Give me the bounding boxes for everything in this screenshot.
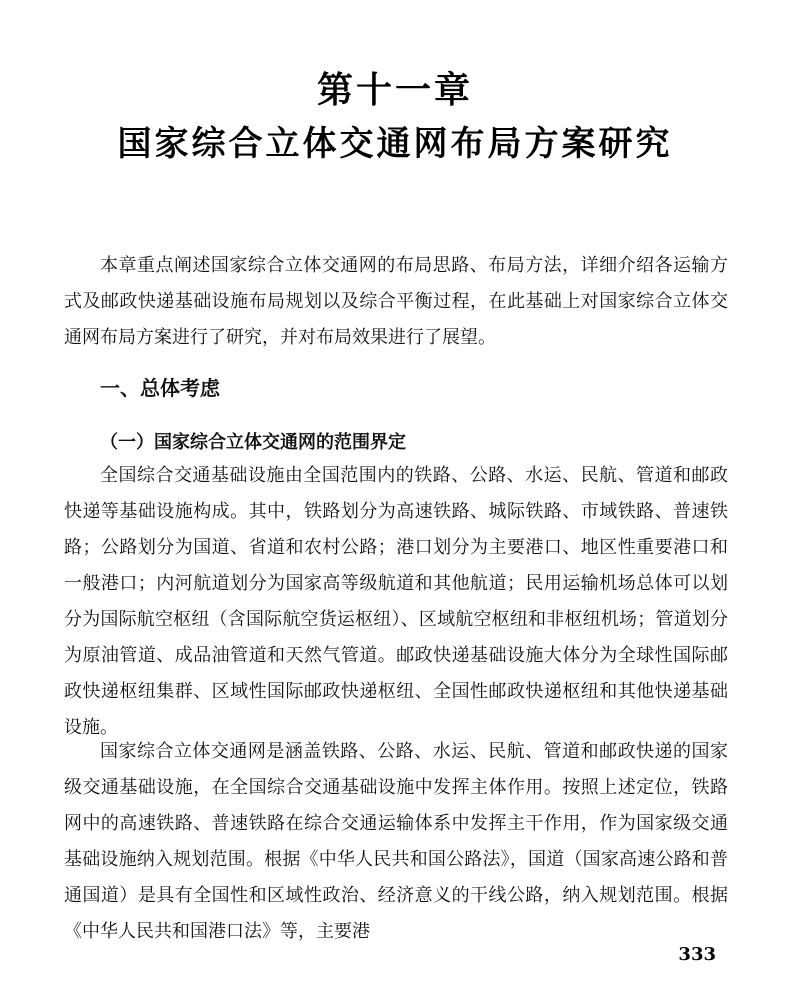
subsection-heading: （一）国家综合立体交通网的范围界定: [100, 432, 406, 453]
body-paragraph: 全国综合交通基础设施由全国范围内的铁路、公路、水运、民航、管道和邮政快递等基础设施构成。其中，铁路划分为高速铁路、城际铁路、市域铁路、普速铁路；公路划分为国道、省道和农村公路；港口划分为主要港口、地区性重要港口和一般港口；内河航道划分为国家高等级航道和其他航道；民用运输机场总体可以划分为国际航空枢纽（含国际航空货运枢纽）、区域航空枢纽和非枢纽机场；管道划分为原油管道、成品油管道和天然气管道。邮政快递基础设施大体分为全球性国际邮政快递枢纽集群、区域性国际邮政快递枢纽、全国性邮政快递枢纽和其他快递基础设施。: [64, 465, 728, 738]
chapter-number: 第十一章: [316, 70, 473, 111]
section-heading: 一、总体考虑: [100, 376, 220, 400]
chapter-title: 国家综合立体交通网布局方案研究: [117, 124, 673, 164]
body-paragraph: 国家综合立体交通网是涵盖铁路、公路、水运、民航、管道和邮政快递的国家级交通基础设施，在全国综合交通基础设施中发挥主体作用。按照上述定位，铁路网中的高速铁路、普速铁路在综合交通运输体系中发挥主干作用，作为国家级交通基础设施纳入规划范围。根据《中华人民共和国公路法》，国道（国家高速公路和普通国道）是具有全国性和区域性政治、经济意义的干线公路，纳入规划范围。根据《中华人民共和国港口法》等，主要港: [64, 741, 728, 942]
intro-paragraph: 本章重点阐述国家综合立体交通网的布局思路、布局方法，详细介绍各运输方式及邮政快递基础设施布局规划以及综合平衡过程，在此基础上对国家综合立体交通网布局方案进行了研究，并对布局效果进行了展望。: [64, 255, 728, 348]
page-number: 333: [678, 944, 716, 965]
